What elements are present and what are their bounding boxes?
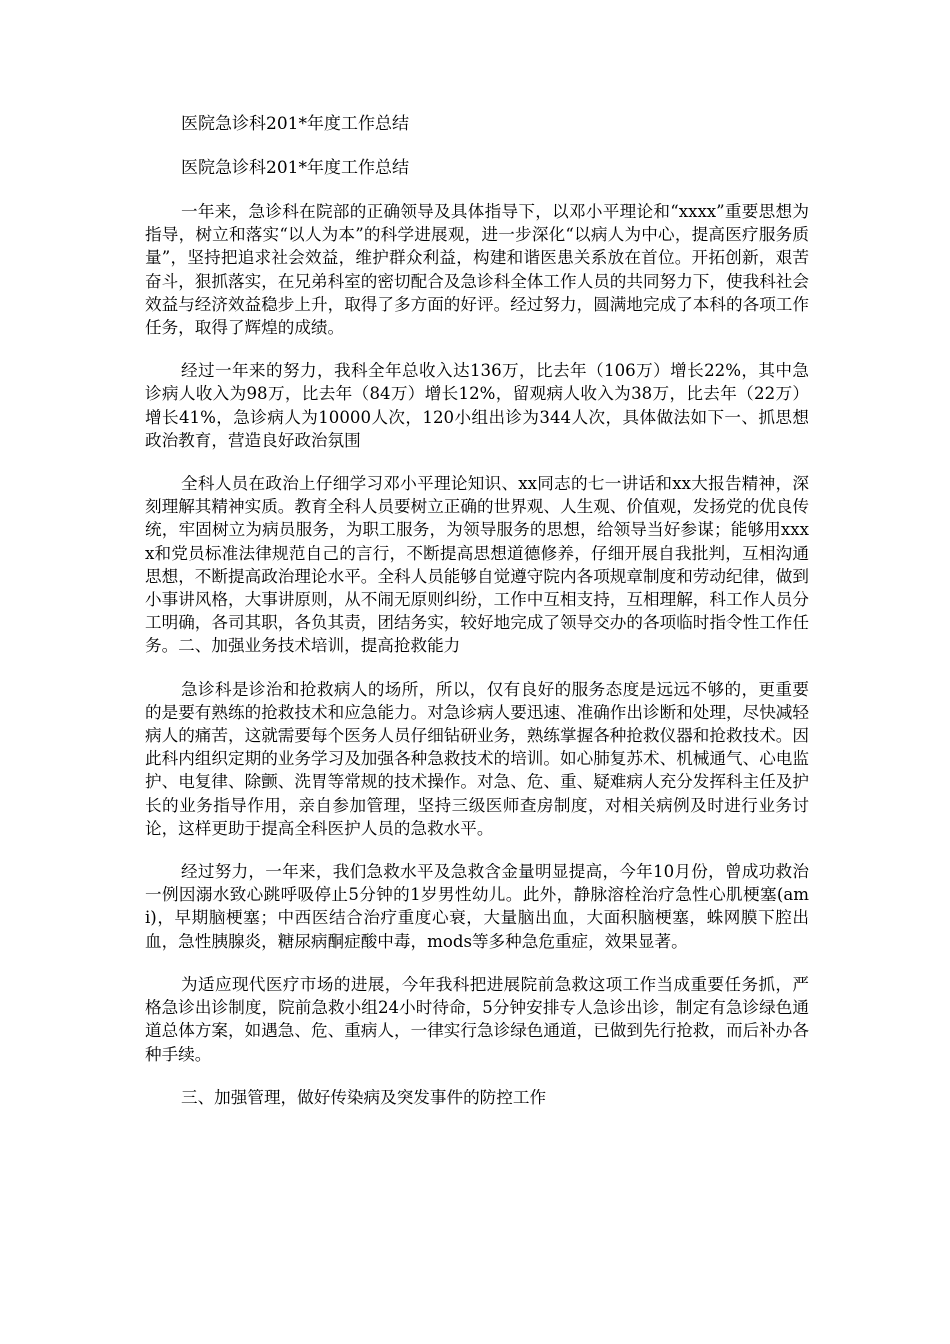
paragraph-training: 急诊科是诊治和抢救病人的场所，所以，仅有良好的服务态度是远远不够的，更重要的是要有熟练的抢救技术和应急能力。对急诊病人要迅速、准确作出诊断和处理，尽快减轻病人的痛苦，这就需要每个医务人员仔细钻研业务，熟练掌握各种抢救仪器和抢救技术。因此科内组织定期的业务学习及加强各种急救技术的培训。如心肺复苏术、机械通气、心电监护、电复律、除颤、洗胃等常规的技术操作。对急、危、重、疑难病人充分发挥科主任及护长的业务指导作用，亲自参加管理，坚持三级医师查房制度，对相关病例及时进行业务讨论，这样更助于提高全科医护人员的急救水平。 <box>145 679 809 838</box>
section-heading-management: 三、加强管理，做好传染病及突发事件的防控工作 <box>181 1087 547 1107</box>
document-subtitle: 医院急诊科201*年度工作总结 <box>181 158 409 178</box>
document-page <box>145 112 809 1129</box>
paragraph-political-study: 全科人员在政治上仔细学习邓小平理论知识、xx同志的七一讲话和xx大报告精神，深刻理解其精神实质。教育全科人员要树立正确的世界观、人生观、价值观，发扬党的优良传统，牢固树立为病员服务，为职工服务，为领导服务的思想，给领导当好参谋；能够用xxxx和党员标准法律规范自己的言行，不断提高思想道德修养，仔细开展自我批判，互相沟通思想，不断提高政治理论水平。全科人员能够自觉遵守院内各项规章制度和劳动纪律，做到小事讲风格，大事讲原则，从不闹无原则纠纷，工作中互相支持，互相理解，科工作人员分工明确，各司其职，各负其责，团结务实，较好地完成了领导交办的各项临时指令性工作任务。二、加强业务技术培训，提高抢救能力 <box>145 474 809 656</box>
paragraph-income: 经过一年来的努力，我科全年总收入达136万，比去年（106万）增长22%，其中急诊病人收入为98万，比去年（84万）增长12%，留观病人收入为38万，比去年（22万）增长41%，急诊病人为10000人次，120小组出诊为344人次，具体做法如下一、抓思想政治教育，营造良好政治氛围 <box>145 361 809 450</box>
paragraph-intro: 一年来，急诊科在院部的正确领导及具体指导下，以邓小平理论和“xxxx”重要思想为指导，树立和落实“以人为本”的科学进展观，进一步深化“以病人为中心，提高医疗服务质量”，坚持把追求社会效益，维护群众利益，构建和谐医患关系放在首位。开拓创新，艰苦奋斗，狠抓落实，在兄弟科室的密切配合及急诊科全体工作人员的共同努力下，使我科社会效益与经济效益稳步上升，取得了多方面的好评。经过努力，圆满地完成了本科的各项工作任务，取得了辉煌的成绩。 <box>145 202 809 338</box>
paragraph-achievements: 经过努力，一年来，我们急救水平及急救含金量明显提高，今年10月份，曾成功救治一例因溺水致心跳呼吸停止5分钟的1岁男性幼儿。此外，静脉溶栓治疗急性心肌梗塞(ami)，早期脑梗塞；中西医结合治疗重度心衰，大量脑出血，大面积脑梗塞，蛛网膜下腔出血，急性胰腺炎，糖尿病酮症酸中毒，mods等多种急危重症，效果显著。 <box>145 862 809 951</box>
document-title: 医院急诊科201*年度工作总结 <box>181 114 409 134</box>
paragraph-prehospital: 为适应现代医疗市场的进展，今年我科把进展院前急救这项工作当成重要任务抓，严格急诊出诊制度，院前急救小组24小时待命，5分钟安排专人急诊出诊，制定有急诊绿色通道总体方案，如遇急、危、重病人，一律实行急诊绿色通道，已做到先行抢救，而后补办各种手续。 <box>145 974 809 1064</box>
